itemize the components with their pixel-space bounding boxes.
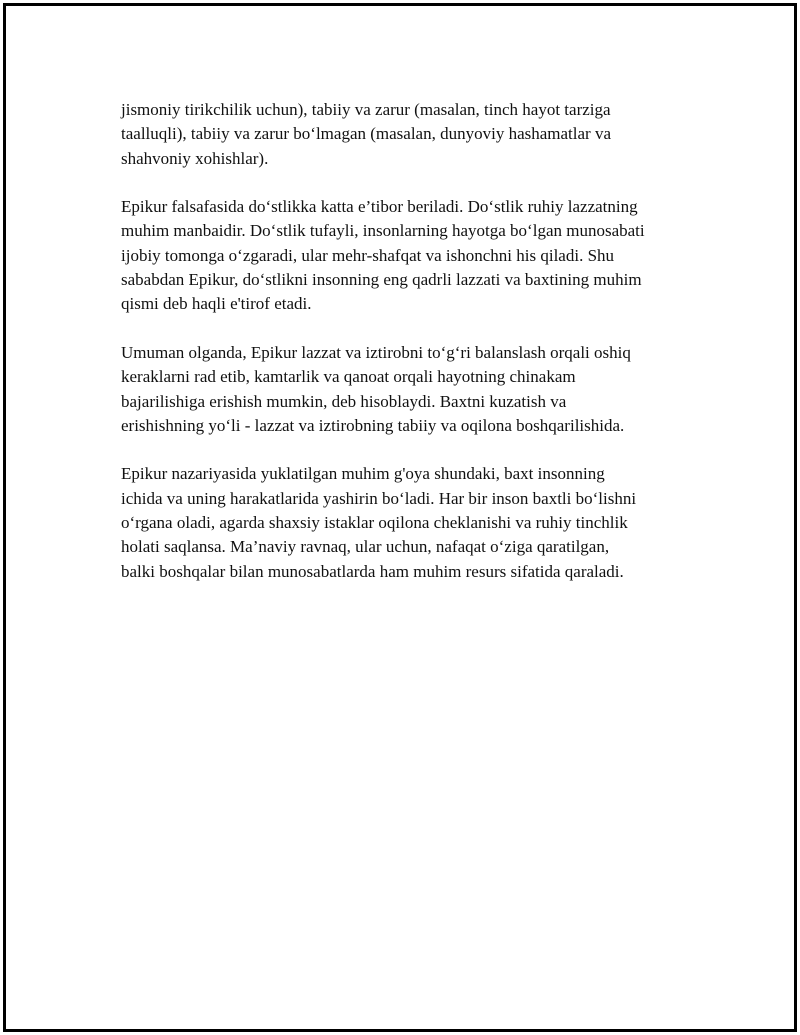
paragraph-4 <box>121 462 701 583</box>
text-line: taalluqli), tabiiy va zarur bo‘lmagan (masalan, dunyoviy hashamatlar va <box>121 124 611 144</box>
text-line: muhim manbaidir. Do‘stlik tufayli, insonlarning hayotga bo‘lgan munosabati <box>121 221 645 241</box>
paragraph-2 <box>121 195 701 316</box>
text-line: Epikur nazariyasida yuklatilgan muhim g'oya shundaki, baxt insonning <box>121 464 605 484</box>
page-frame <box>3 3 797 1032</box>
text-line: o‘rgana oladi, agarda shaxsiy istaklar oqilona cheklanishi va ruhiy tinchlik <box>121 513 628 533</box>
paragraph-1 <box>121 98 701 171</box>
text-line: balki boshqalar bilan munosabatlarda ham muhim resurs sifatida qaraladi. <box>121 561 624 581</box>
text-line: erishishning yo‘li - lazzat va iztirobning tabiiy va oqilona boshqarilishida. <box>121 415 625 435</box>
text-line: ichida va uning harakatlarida yashirin bo‘ladi. Har bir inson baxtli bo‘lishni <box>121 488 637 508</box>
text-line: qismi deb haqli e'tirof etadi. <box>121 294 312 314</box>
text-line: bajarilishiga erishish mumkin, deb hisoblaydi. Baxtni kuzatish va <box>121 391 567 411</box>
text-line: sababdan Epikur, do‘stlikni insonning eng qadrli lazzati va baxtining muhim <box>121 270 642 290</box>
text-line: holati saqlansa. Ma’naviy ravnaq, ular uchun, nafaqat o‘ziga qaratilgan, <box>121 537 610 557</box>
paragraph-3 <box>121 341 701 438</box>
text-line: jismoniy tirikchilik uchun), tabiiy va zarur (masalan, tinch hayot tarziga <box>121 100 611 119</box>
text-line: Epikur falsafasida do‘stlikka katta e’tibor beriladi. Do‘stlik ruhiy lazzatning <box>121 197 638 217</box>
text-line: keraklarni rad etib, kamtarlik va qanoat orqali hayotning chinakam <box>121 367 576 387</box>
text-line: shahvoniy xohishlar). <box>121 148 269 168</box>
document-body <box>121 98 701 608</box>
text-line: Umuman olganda, Epikur lazzat va iztirobni to‘g‘ri balanslash orqali oshiq <box>121 342 631 362</box>
text-line: ijobiy tomonga o‘zgaradi, ular mehr-shafqat va ishonchni his qiladi. Shu <box>121 245 615 265</box>
